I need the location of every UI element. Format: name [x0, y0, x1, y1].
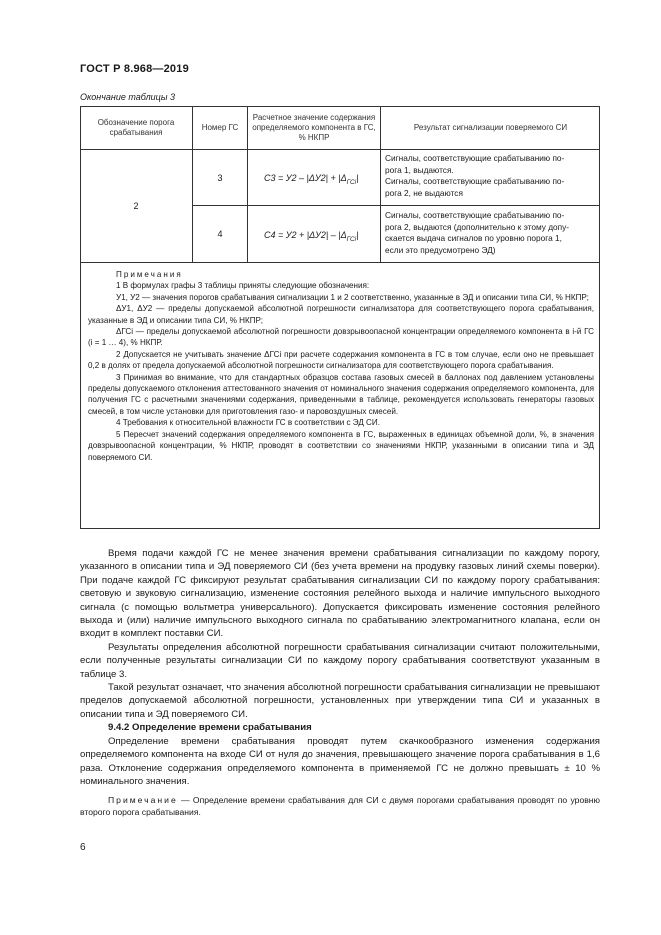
- document-title: ГОСТ Р 8.968—2019: [80, 63, 189, 75]
- note-item: ΔГСi — пределы допускаемой абсолютной погрешности довзрывоопасной концентрации определяемого компонента в i-й ГС (i = 1 … 4), % НКПР.: [88, 327, 594, 348]
- main-text: [80, 547, 600, 818]
- note-item: 1 В формулах графы 3 таблицы приняты следующие обозначения:: [116, 281, 370, 291]
- formula-subscript: ГСi: [346, 178, 357, 186]
- signal-result-row-2: [385, 210, 597, 256]
- result-line: рога 2, выдаются (дополнительно к этому допу-: [385, 221, 570, 232]
- formula-c4: [264, 230, 358, 243]
- formula-text-end: |: [356, 173, 359, 183]
- paragraph: Такой результат означает, что значения абсолютной погрешности срабатывания сигнализации не превышают пределов допускаемой абсолютной погрешности, установленных при утверждении типа СИ и указанных в описании типа и ЭД поверяемого СИ.: [80, 682, 600, 720]
- table-row-divider: [192, 205, 600, 206]
- result-line: рога 1, выдаются.: [385, 164, 454, 175]
- paragraph: Результаты определения абсолютной погрешности срабатывания сигнализации считают положительными, если полученные результаты сигнализации СИ по каждому порогу срабатывания соответствуют указанным в таблице 3.: [80, 641, 600, 680]
- header-signal-result: Результат сигнализации поверяемого СИ: [413, 122, 568, 132]
- signal-result-row-1: [385, 153, 597, 199]
- note-paragraph: [80, 794, 600, 818]
- section-heading: 9.4.2 Определение времени срабатывания: [108, 722, 312, 734]
- result-line: Сигналы, соответствующие срабатыванию по-: [385, 153, 565, 163]
- table-col-divider: [380, 106, 381, 262]
- table-border-right: [599, 106, 600, 529]
- table-border-bottom: [80, 528, 600, 529]
- header-gs-number: Номер ГС: [201, 122, 239, 132]
- notes-title: Примечания: [116, 270, 183, 279]
- table-notes-divider: [80, 262, 600, 263]
- paragraph: Время подачи каждой ГС не менее значения времени срабатывания сигнализации по каждому порогу, указанного в описании типа и ЭД поверяемого СИ (без учета времени на продувку газовых линий схемы поверки). При подаче каждой ГС фиксируют результат срабатывания сигнализации СИ по каждому порогу срабатывания: световую и звуковую сигнализацию, изменение состояния релейного выхода и наличие импульсного выходного сигнала (с помощью вольтметра универсального). Допускается фиксировать изменение состояния релейного выхода и (или) наличие импульсного выходного сигнала по срабатыванию электромагнитного клапана, если он входит в комплект поставки СИ.: [80, 548, 600, 640]
- note-item: 4 Требования к относительной влажности ГС в соответствии с ЭД СИ.: [116, 418, 380, 428]
- threshold-value: 2: [133, 201, 139, 211]
- note-item: 3 Принимая во внимание, что для стандартных образцов состава газовых смесей в баллонах под давлением установлены пределы допускаемого отклонения аттестованного значения от номинального значения содержания определяемого компонента, для получения ГС с расчетными значениями содержания, приведенными в таблице, рекомендуется использовать генераторы газовых смесей, в том числе установки для приготовления газо- и паровоздушных смесей.: [88, 372, 594, 416]
- note-text: — Определение времени срабатывания для СИ с двумя порогами срабатывания проводят по уровню второго порога срабатывания.: [80, 795, 600, 818]
- note-item: 2 Допускается не учитывать значение ΔГСi при расчете содержания компонента в ГС в том случае, если оно не превышает 0,2 в долях от предела допускаемой абсолютной погрешности сигнализатора для соответствующего порога срабатывания.: [88, 349, 594, 371]
- note-item: ΔУ1, ΔУ2 — пределы допускаемой абсолютной погрешности сигнализатора для соответствующего порога срабатывания, указанные в ЭД и описании типа СИ, % НКПР;: [88, 304, 594, 325]
- formula-subscript: ГСi: [346, 235, 357, 243]
- header-threshold: Обозначение порога срабатывания: [97, 117, 175, 137]
- result-line: скается выдача сигналов по уровню порога 1,: [385, 233, 562, 243]
- table-caption: Окончание таблицы 3: [80, 92, 175, 102]
- formula-text: C4 = У2 + |ΔУ2| – |Δ: [264, 230, 347, 240]
- gs-number: 3: [217, 172, 223, 183]
- page-number: 6: [80, 842, 86, 853]
- formula-text-end: |: [356, 230, 359, 240]
- note-item: У1, У2 — значения порогов срабатывания сигнализации 1 и 2 соответственно, указанные в ЭД и описании типа СИ, % НКПР;: [116, 292, 589, 302]
- formula-text: C3 = У2 – |ΔУ2| + |Δ: [264, 173, 347, 183]
- note-item: 5 Пересчет значений содержания определяемого компонента в ГС, выраженных в единицах объемной доли, %, в значения довзрывоопасной концентрации, % НКПР, проводят в соответствии со значениями НКПР, указанными в описании типа и ЭД поверяемого СИ.: [88, 429, 594, 462]
- header-calculated-value: Расчетное значение содержания определяемого компонента в ГС, % НКПР: [252, 112, 376, 142]
- table-col-divider: [247, 106, 248, 262]
- result-line: Сигналы, соответствующие срабатыванию по-: [385, 210, 565, 220]
- table-3-continuation: [80, 106, 600, 529]
- formula-c3: [264, 173, 358, 186]
- paragraph: Определение времени срабатывания проводят путем скачкообразного изменения содержания определяемого компонента на входе СИ от нуля до значения, превышающего значение порога срабатывания в 1,6 раза. Отклонение содержания определяемого компонента в применяемой ГС не должно превышать ± 10 % номинального значения.: [80, 735, 600, 787]
- result-line: Сигналы, соответствующие срабатыванию по-: [385, 176, 565, 186]
- result-line: рога 2, не выдаются: [385, 187, 463, 198]
- gs-number: 4: [217, 229, 223, 239]
- result-line: если это предусмотрено ЭД): [385, 244, 496, 255]
- note-label: Примечание: [108, 795, 178, 806]
- table-notes: [88, 269, 594, 463]
